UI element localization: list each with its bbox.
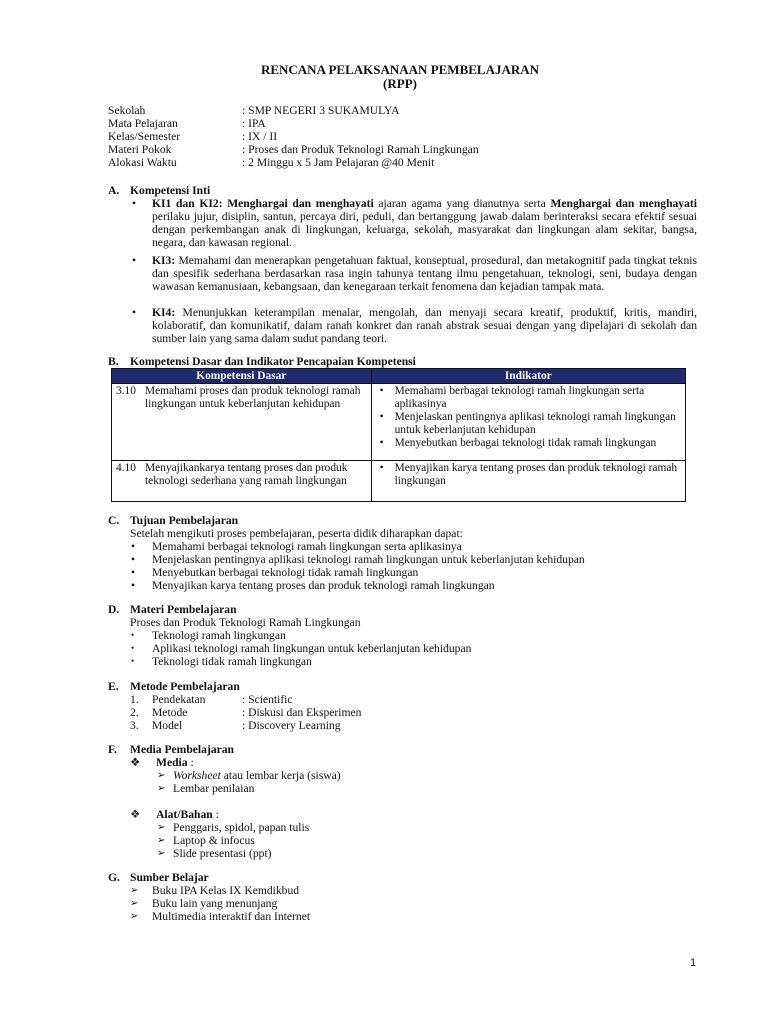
list-item: Slide presentasi (ppt): [173, 847, 272, 860]
method-label: Model: [152, 719, 183, 732]
kd-text: Menyajikankarya tentang proses dan produk teknologi sederhana yang ramah lingkungan: [145, 462, 348, 487]
page-number: 1: [690, 957, 697, 969]
list-item: Menyajikan karya tentang proses dan produk teknologi ramah lingkungan: [152, 579, 495, 592]
section-d-heading: D. Materi Pembelajaran: [108, 603, 237, 616]
list-item: Multimedia interaktif dan Internet: [152, 910, 311, 923]
list-item: Aplikasi teknologi ramah lingkungan untuk keberlanjutan kehidupan: [152, 642, 472, 655]
list-item: Buku IPA Kelas IX Kemdikbud: [152, 884, 300, 897]
kd-text: Memahami proses dan produk teknologi ramah lingkungan untuk keberlanjutan kehidupan: [145, 385, 361, 410]
identity-value: : IPA: [242, 117, 266, 130]
diamond-outline-bullet-icon: ❖: [130, 808, 141, 821]
method-value: : Discovery Learning: [242, 719, 341, 732]
list-item: Buku lain yang menunjang: [152, 897, 278, 910]
bullet-icon: •: [132, 306, 137, 319]
table-header-row: [112, 369, 686, 384]
bullet-icon: •: [379, 462, 384, 474]
identity-label: Mata Pelajaran: [108, 117, 178, 130]
bullet-icon: •: [379, 385, 384, 397]
method-row: 3.: [130, 719, 139, 732]
bullet-icon: •: [132, 254, 137, 267]
identity-value: : SMP NEGERI 3 SUKAMULYA: [242, 104, 400, 117]
identity-label: Materi Pokok: [108, 143, 172, 156]
method-row: 2.: [130, 706, 139, 719]
table-row: [112, 461, 686, 502]
list-item: Lembar penilaian: [173, 782, 255, 795]
bullet-icon: •: [379, 411, 384, 423]
method-value: : Diskusi dan Eksperimen: [242, 706, 362, 719]
media-label: Media :: [156, 756, 194, 769]
section-d-intro: Proses dan Produk Teknologi Ramah Lingkungan: [130, 616, 361, 629]
section-g-heading: G. Sumber Belajar: [108, 871, 209, 884]
table-row: [112, 384, 686, 461]
arrow-bullet-icon: ➢: [157, 783, 166, 794]
indicator-item: • Menyajikan karya tentang proses dan produk teknologi ramah lingkungan: [379, 462, 678, 487]
section-f-heading: F. Media Pembelajaran: [108, 743, 234, 756]
list-item: Memahami berbagai teknologi ramah lingkungan serta aplikasinya: [152, 540, 462, 553]
indicator-item: • Memahami berbagai teknologi ramah lingkungan serta aplikasinya: [379, 385, 645, 410]
kd-cell: [112, 384, 372, 461]
indicator-cell: [371, 461, 685, 502]
diamond-bullet-icon: ❖: [130, 756, 141, 769]
method-value: : Scientific: [242, 693, 293, 706]
bullet-icon: •: [131, 553, 136, 566]
arrow-bullet-icon: ➢: [130, 898, 139, 909]
identity-label: Alokasi Waktu: [108, 156, 177, 169]
arrow-bullet-icon: ➢: [157, 822, 166, 833]
ki4-paragraph: KI4: Menunjukkan keterampilan menalar, mengolah, dan menyaji secara kreatif, produktif, kritis, mandiri, kolaboratif, dan komunikatif, dalam ranah konkret dan ranah abstrak sesuai dengan yang dipelajari di sekolah dan sumber lain yang sama dalam sudut pandang teori.: [152, 306, 697, 345]
section-b-heading: B. Kompetensi Dasar dan Indikator Pencapaian Kompetensi: [108, 355, 416, 368]
identity-value: : Proses dan Produk Teknologi Ramah Lingkungan: [242, 143, 479, 156]
bullet-icon: •: [131, 643, 135, 653]
list-item: Menjelaskan pentingnya aplikasi teknologi ramah lingkungan untuk keberlanjutan kehidupan: [152, 553, 585, 566]
arrow-bullet-icon: ➢: [157, 770, 166, 781]
list-item: Penggaris, spidol, papan tulis: [173, 821, 310, 834]
list-item: Menyebutkan berbagai teknologi tidak ramah lingkungan: [152, 566, 419, 579]
kd-number: 3.10: [116, 385, 136, 397]
bullet-icon: •: [131, 630, 135, 640]
document-subtitle: (RPP): [383, 76, 417, 91]
bullet-icon: •: [379, 437, 384, 449]
kd-number: 4.10: [116, 462, 136, 474]
bullet-icon: •: [132, 197, 137, 210]
identity-label: Kelas/Semester: [108, 130, 181, 143]
ki3-paragraph: KI3: Memahami dan menerapkan pengetahuan faktual, konseptual, prosedural, dan metakognitif pada tingkat teknis dan spesifik sederhana berdasarkan rasa ingin tahunya tentang ilmu pengetahuan, teknologi, seni, budaya dengan wawasan kemanusiaan, kebangsaan, dan kenegaraan terkait fenomena dan kejadian tampak mata.: [152, 254, 697, 293]
tools-label: Alat/Bahan :: [156, 808, 219, 821]
section-c-intro: Setelah mengikuti proses pembelajaran, peserta didik diharapkan dapat:: [130, 527, 463, 540]
indicator-item: • Menyebutkan berbagai teknologi tidak ramah lingkungan: [379, 437, 657, 449]
arrow-bullet-icon: ➢: [130, 885, 139, 896]
list-item: Laptop & infocus: [173, 834, 255, 847]
list-item: Worksheet atau lembar kerja (siswa): [173, 769, 341, 782]
method-row: 1.: [130, 693, 139, 706]
indicator-item: • Menjelaskan pentingnya aplikasi teknologi ramah lingkungan untuk keberlanjutan kehidupan: [379, 411, 676, 436]
bullet-icon: •: [131, 579, 136, 592]
kd-indicator-table: [111, 368, 686, 502]
section-c-heading: C. Tujuan Pembelajaran: [108, 514, 239, 527]
list-item: Teknologi ramah lingkungan: [152, 629, 286, 642]
table-header-indicator: Indikator: [371, 369, 685, 384]
arrow-bullet-icon: ➢: [130, 911, 139, 922]
identity-label: Sekolah: [108, 104, 146, 117]
method-label: Metode: [152, 706, 188, 719]
section-e-heading: E. Metode Pembelajaran: [108, 680, 240, 693]
arrow-bullet-icon: ➢: [157, 848, 166, 859]
ki1-paragraph: KI1 dan KI2: Menghargai dan menghayati ajaran agama yang dianutnya serta Menghargai dan menghayati perilaku jujur, disiplin, santun, percaya diri, peduli, dan bertanggung jawab dalam berinteraksi secara efektif sesuai dengan perkembangan anak di lingkungan, keluarga, sekolah, masyarakat dan lingkungan alam sekitar, bangsa, negara, dan kawasan regional.: [152, 197, 697, 249]
arrow-bullet-icon: ➢: [157, 835, 166, 846]
document-title: RENCANA PELAKSANAAN PEMBELAJARAN: [260, 62, 540, 77]
bullet-icon: •: [131, 566, 136, 579]
list-item: Teknologi tidak ramah lingkungan: [152, 655, 312, 668]
table-header-kd: Kompetensi Dasar: [112, 369, 372, 384]
bullet-icon: •: [131, 540, 136, 553]
section-a-heading: A. Kompetensi Inti: [108, 184, 211, 197]
identity-value: : IX / II: [242, 130, 278, 143]
method-label: Pendekatan: [152, 693, 206, 706]
bullet-icon: •: [131, 656, 135, 666]
indicator-cell: [371, 384, 685, 461]
identity-value: : 2 Minggu x 5 Jam Pelajaran @40 Menit: [242, 156, 435, 169]
kd-cell: [112, 461, 372, 502]
